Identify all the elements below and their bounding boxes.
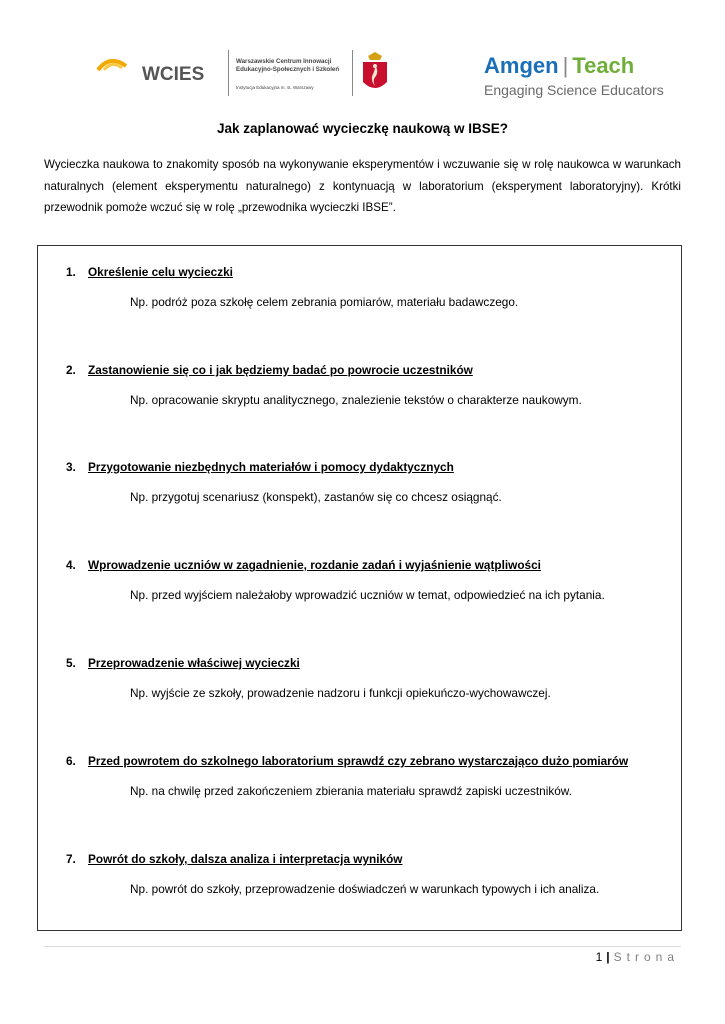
step-title: Powrót do szkoły, dalsza analiza i interpretacja wyników: [88, 852, 403, 866]
footer-divider: [44, 946, 681, 947]
step-description: Np. wyjście ze szkoły, prowadzenie nadzoru i funkcji opiekuńczo-wychowawczej.: [130, 686, 551, 700]
step-description: Np. przygotuj scenariusz (konspekt), zastanów się co chcesz osiągnąć.: [130, 490, 502, 504]
amgen-brand: Amgen: [484, 53, 559, 78]
step-description: Np. przed wyjściem należałoby wprowadzić uczniów w temat, odpowiedzieć na ich pytania.: [130, 588, 605, 602]
logo-divider: [352, 50, 353, 96]
wcies-arc-icon: [80, 56, 142, 96]
step-description: Np. na chwilę przed zakończeniem zbierania materiału sprawdź zapiski uczestników.: [130, 784, 572, 798]
warsaw-crest-icon: [360, 52, 390, 94]
page-footer: [596, 950, 679, 964]
step-description: Np. powrót do szkoły, przeprowadzenie doświadczeń w warunkach typowych i ich analiza.: [130, 882, 600, 896]
amgen-teach-logo: [484, 52, 664, 104]
step-number: 5.: [66, 656, 76, 670]
step-description: Np. opracowanie skryptu analitycznego, znalezienie tekstów o charakterze naukowym.: [130, 393, 582, 407]
step-number: 1.: [66, 265, 76, 279]
wcies-name-line1: Warszawskie Centrum Innowacji: [236, 58, 332, 65]
step-number: 2.: [66, 363, 76, 377]
step-title: Zastanowienie się co i jak będziemy badać po powrocie uczestników: [88, 363, 473, 377]
step-title: Wprowadzenie uczniów w zagadnienie, rozdanie zadań i wyjaśnienie wątpliwości: [88, 558, 541, 572]
amgen-separator: |: [562, 53, 569, 78]
amgen-tagline: Engaging Science Educators: [484, 82, 664, 98]
wcies-name-line2: Edukacyjno-Społecznych i Szkoleń: [236, 65, 340, 73]
amgen-teach-wordmark: [484, 52, 654, 80]
step-number: 7.: [66, 852, 76, 866]
teach-brand: Teach: [572, 53, 635, 78]
step-title: Przeprowadzenie właściwej wycieczki: [88, 656, 300, 670]
wcies-institution-name: [236, 58, 351, 73]
step-number: 4.: [66, 558, 76, 572]
step-title: Przed powrotem do szkolnego laboratorium sprawdź czy zebrano wystarczająco dużo pomiarów: [88, 754, 629, 768]
steps-box: [37, 245, 682, 931]
intro-paragraph: Wycieczka naukowa to znakomity sposób na wykonywanie eksperymentów i wczuwanie się w rolę naukowca w warunkach naturalnych (element eksperymentu naturalnego) z kontynuacją w laboratorium (eksperyment laboratoryjny). Krótki przewodnik pomoże wczuć się w rolę „przewodnika wycieczki IBSE”.: [44, 158, 681, 214]
wcies-subtitle: Instytucja Edukacyjna m. st. Warszawy: [236, 85, 314, 90]
step-title: Przygotowanie niezbędnych materiałów i pomocy dydaktycznych: [88, 460, 454, 474]
step-number: 6.: [66, 754, 76, 768]
step-description: Np. podróż poza szkołę celem zebrania pomiarów, materiału badawczego.: [130, 295, 519, 309]
logo-divider: [228, 50, 229, 96]
step-number: 3.: [66, 460, 76, 474]
document-title: Jak zaplanować wycieczkę naukową w IBSE?: [216, 121, 509, 136]
step-title: Określenie celu wycieczki: [88, 265, 233, 279]
wcies-logo-text: WCIES: [142, 64, 205, 85]
footer-separator: |: [606, 950, 610, 964]
page-label: Strona: [613, 950, 679, 964]
page-number: 1: [595, 950, 603, 964]
wcies-logo: [80, 50, 340, 96]
